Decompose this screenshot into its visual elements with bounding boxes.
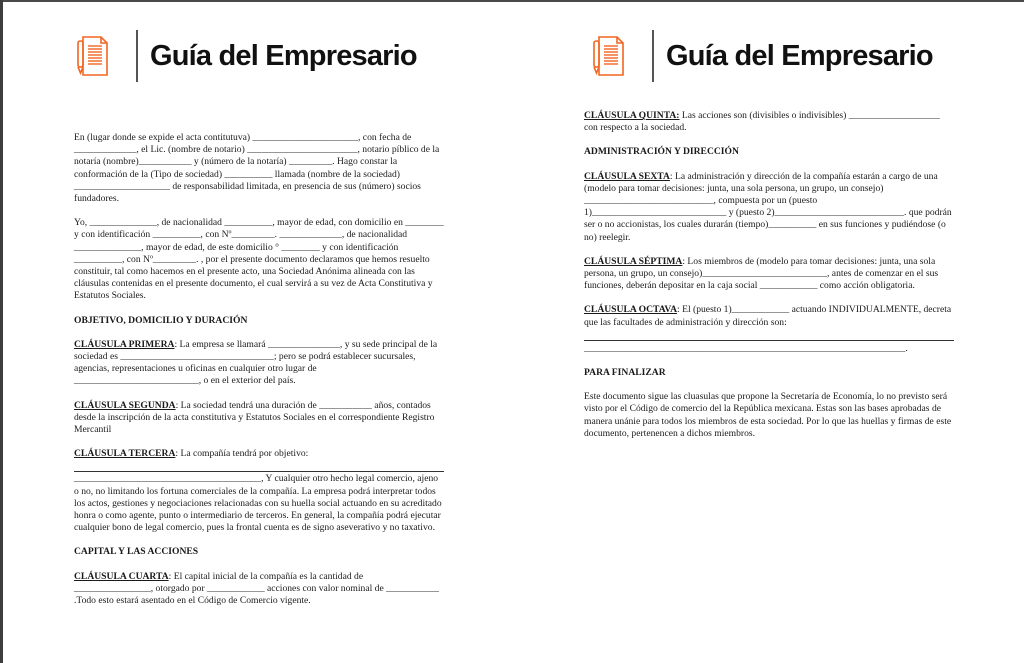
clause-text: : Los miembros de (modelo para tomar decisiones: junta, una sola persona, un grupo, un consejo)__________________________, antes de comenzar en el sus funciones, deberán depositar en la caja social ____________ como acción obligatoria. bbox=[584, 255, 939, 292]
section-heading: PARA FINALIZAR bbox=[584, 367, 666, 379]
final-paragraph: Este documento sigue las cluasulas que propone la Secretaría de Economía, lo no previsto será visto por el Código de comercio del la República mexicana. Estas son las bases aprobadas de manera unánie para todos los miembros de esta sociedad. Por lo que las huellas y firmas de este documento, pertenencen a dichos miembros. bbox=[584, 391, 952, 439]
clause-label: CLÁUSULA SEXTA bbox=[584, 170, 670, 182]
brand-title: Guía del Empresario bbox=[150, 39, 417, 72]
clause-text: : La empresa se llamará _______________, y su sede principal de la sociedad es ________________________________; pero se podrá establecer sucursales, agencias, representaciones u oficinas en cualquier otro lugar de __________________________, o en el exterior del país. bbox=[74, 338, 438, 387]
clause-label: CLÁUSULA QUINTA: bbox=[584, 110, 680, 121]
clause-6 bbox=[584, 171, 954, 244]
header-divider bbox=[136, 30, 138, 82]
clause-text: Las acciones son (divisibles o indivisibles) ___________________ con respecto a la sociedad. bbox=[584, 110, 940, 134]
clause-label: CLÁUSULA TERCERA bbox=[74, 448, 176, 460]
intro-paragraph: En (lugar donde se expide el acta contitutuva) ______________________, con fecha de _____________, el Lic. (nombre de notario) _______________________, notario píblico de la notaría (nombre)___________ y (número de la notaría) _________. Hago constar la conformación de la (Tipo de sociedad) __________ llamada (nombre de la sociedad) ____________________ de responsabilidad limitada, en presencia de sus (número) socios fundadores. bbox=[74, 132, 440, 205]
clause-text: : La sociedad tendrá una duración de ___________ años, contados desde la inscripción de la acta constitutiva y Estatutos Sociales en el correspondiente Registro Mercantil bbox=[74, 399, 435, 436]
clause-3-body: _______________________________________, Y cualquier otro hecho legal comercio, ajeno o no, no limitando los fortuna comerciales de la compañía. La empresa podrá interpretar todos los actos, gestiones y negociaciones relacionadas con su huella social actuando en su acreditado honra o como agente, punto o intermediario de terceros. En general, la compañía podrá ejecutar cualquier bono de legal comercio, pues la frontal cuenta es de signo aseverativo y no taxativo. bbox=[74, 473, 442, 534]
clause-text: : La administración y dirección de la compañía estarán a cargo de una (modelo para tomar decisiones: junta, una sola persona, un grupo, un consejo) ___________________________, compuesta por un (puesto 1)____________________________ y (puesto 2)___________________________. que podrán ser o no accionistas, los cuales durarán (tiempo)__________ en sus funciones y pudiéndose (o no) reelegir. bbox=[584, 170, 952, 243]
clause-8-end: ___________________________________________________________________. bbox=[584, 342, 908, 354]
clause-4 bbox=[74, 571, 444, 608]
brand-title: Guía del Empresario bbox=[666, 39, 933, 72]
clause-2 bbox=[74, 400, 444, 437]
section-heading: ADMINISTRACIÓN Y DIRECCIÓN bbox=[584, 146, 739, 158]
section-heading: OBJETIVO, DOMICILIO Y DURACIÓN bbox=[74, 314, 248, 326]
clause-label: CLÁUSULA OCTAVA bbox=[584, 304, 678, 316]
clause-label: CLÁUSULA SÉPTIMA bbox=[584, 255, 683, 267]
document-page-2 bbox=[512, 2, 1024, 663]
section-heading: CAPITAL Y LAS ACCIONES bbox=[74, 546, 199, 558]
clause-8 bbox=[584, 304, 954, 328]
clause-3 bbox=[74, 448, 444, 460]
clause-label: CLÁUSULA PRIMERA bbox=[74, 338, 175, 350]
declaration-paragraph: Yo, ______________, de nacionalidad __________, mayor de edad, con domicilio en ________ y con identificación __________, con Nº_________. _____________, de nacionalidad ______________, mayor de edad, de este domicilio ° ________ y con identificación __________, con Nº_________. , por el presente documento declaramos que hemos resuelto constituir, tal como hacemos en el presente acto, una Sociedad Anónima alineada con las cláusulas contenidas en el presente documento, el cual servirá a su vez de Acta Constitutiva y Estatutos Sociales. bbox=[74, 217, 444, 302]
clause-label: CLÁUSULA SEGUNDA bbox=[74, 399, 176, 411]
document-pen-icon bbox=[592, 33, 626, 79]
document-pen-icon bbox=[76, 33, 110, 79]
blank-line bbox=[74, 460, 444, 472]
clause-text: : El (puesto 1)____________ actuando INDIVIDUALMENTE, decreta que las facultades de administración y dirección son: bbox=[584, 304, 952, 328]
clause-7 bbox=[584, 256, 954, 293]
clause-text: : La compañía tendrá por objetivo: bbox=[175, 448, 309, 460]
clause-1 bbox=[74, 339, 444, 388]
header-divider bbox=[652, 30, 654, 82]
page-1-body bbox=[74, 132, 444, 619]
document-page-1 bbox=[3, 2, 508, 663]
page-header bbox=[592, 30, 933, 82]
page-header bbox=[76, 30, 417, 82]
page-2-body bbox=[584, 110, 954, 452]
clause-label: CLÁUSULA CUARTA bbox=[74, 570, 169, 582]
blank-line bbox=[584, 329, 954, 341]
clause-5 bbox=[584, 110, 954, 134]
clause-text: : El capital inicial de la compañía es la cantidad de ________________, otorgado por ____________ acciones con valor nominal de ___________ .Todo esto estará asentado en el Código de Comercio vigente. bbox=[74, 570, 439, 607]
